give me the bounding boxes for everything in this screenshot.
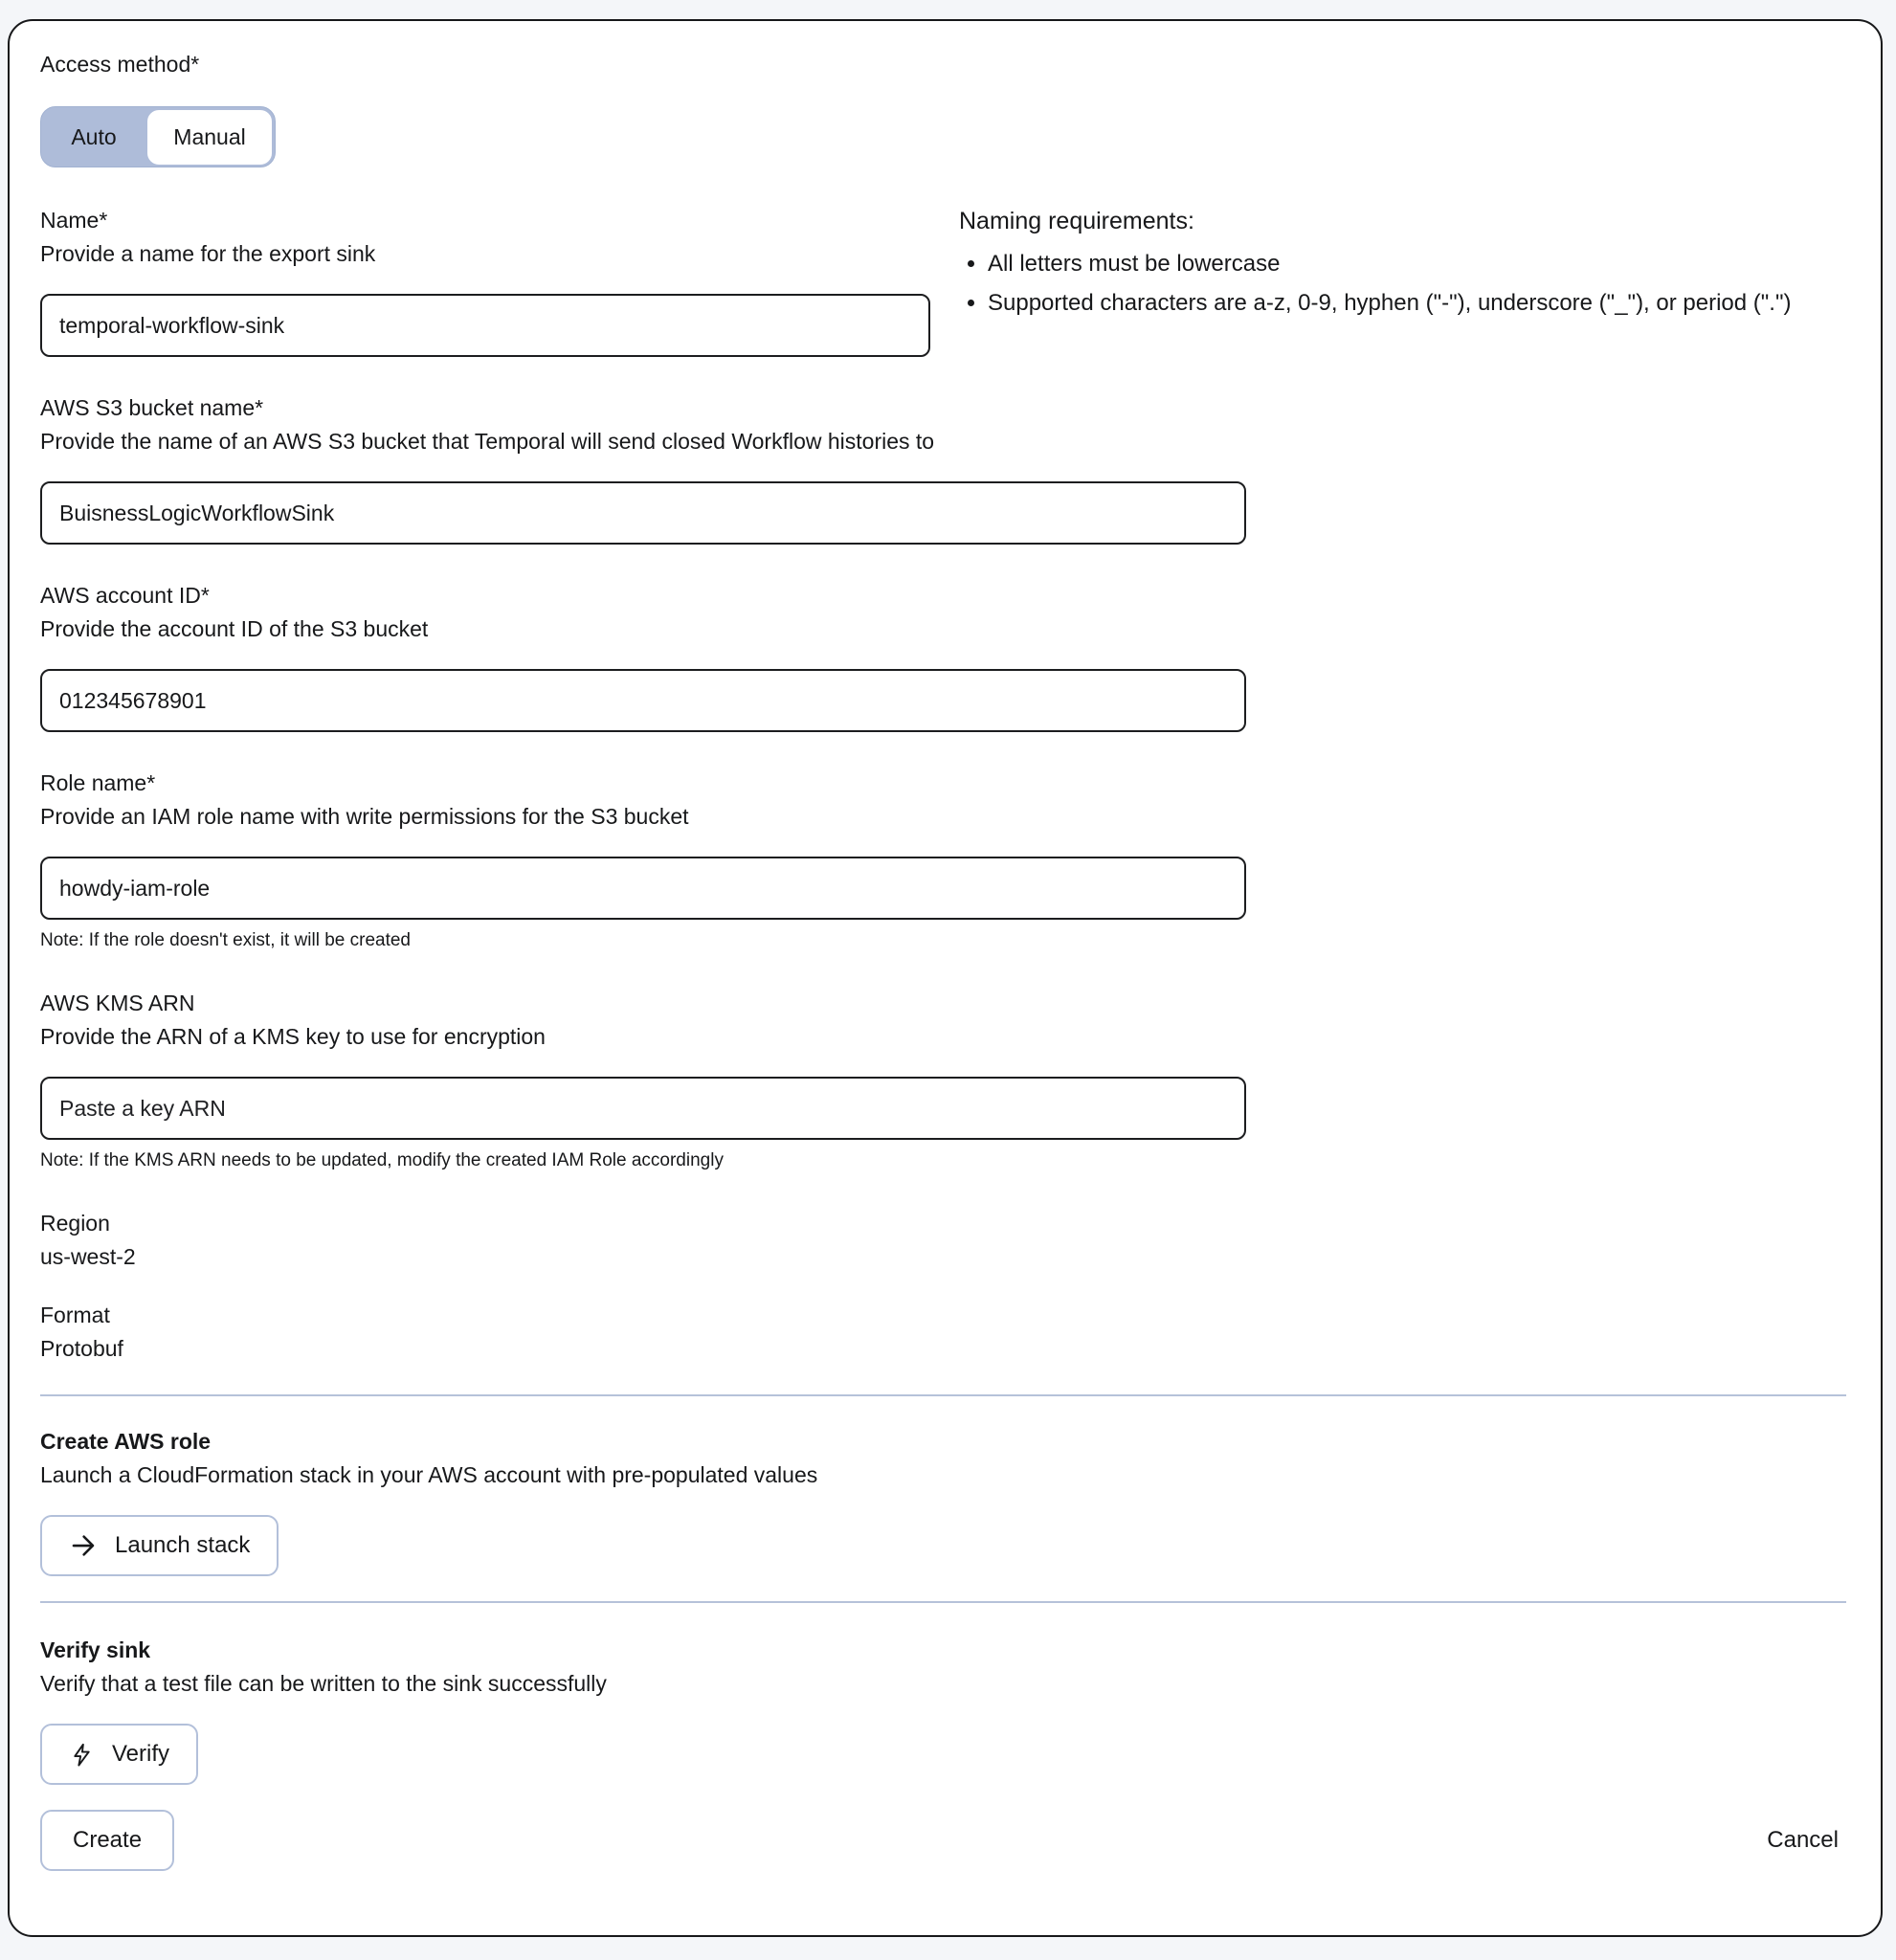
name-label: Name* <box>40 208 108 233</box>
section-divider <box>40 1601 1846 1603</box>
name-description: Provide a name for the export sink <box>40 241 376 266</box>
account-label: AWS account ID* <box>40 583 210 608</box>
arrow-right-icon <box>69 1531 98 1560</box>
naming-requirements <box>959 206 1846 357</box>
create-aws-role-description: Launch a CloudFormation stack in your AWS account with pre-populated values <box>40 1462 818 1487</box>
create-aws-role-title: Create AWS role <box>40 1429 212 1454</box>
account-input[interactable] <box>40 669 1246 732</box>
bucket-input[interactable] <box>40 481 1246 545</box>
create-button[interactable] <box>40 1810 174 1871</box>
bucket-description: Provide the name of an AWS S3 bucket that Temporal will send closed Workflow histories to <box>40 429 935 454</box>
account-field-group <box>40 581 1846 732</box>
section-divider <box>40 1394 1846 1396</box>
lightning-bolt-icon <box>69 1742 95 1768</box>
format-label: Format <box>40 1303 110 1327</box>
access-method-option-manual[interactable] <box>146 109 273 166</box>
manual-option-label: Manual <box>173 123 246 149</box>
region-display <box>40 1209 1846 1272</box>
auto-option-label: Auto <box>71 123 117 149</box>
create-button-label: Create <box>73 1827 143 1853</box>
verify-button-label: Verify <box>112 1741 170 1767</box>
form-footer <box>40 1810 1846 1871</box>
launch-stack-button[interactable] <box>40 1515 279 1576</box>
verify-sink-section <box>40 1636 1846 1785</box>
role-field-group <box>40 768 1846 952</box>
naming-requirement-item: • Supported characters are a-z, 0-9, hyphen ("-"), underscore ("_"), or period (".") <box>988 287 1846 319</box>
bucket-label: AWS S3 bucket name* <box>40 395 264 420</box>
create-aws-role-section <box>40 1427 1846 1576</box>
verify-button[interactable] <box>40 1724 198 1785</box>
verify-sink-title: Verify sink <box>40 1637 151 1662</box>
export-sink-form-card <box>8 19 1883 1937</box>
role-label: Role name* <box>40 770 156 795</box>
kms-field-group <box>40 989 1846 1172</box>
naming-requirements-list <box>959 248 1846 319</box>
bucket-field-group <box>40 393 1846 545</box>
kms-description: Provide the ARN of a KMS key to use for encryption <box>40 1024 546 1049</box>
launch-stack-button-label: Launch stack <box>115 1532 251 1558</box>
cancel-button[interactable]: Cancel <box>1767 1827 1839 1853</box>
format-value: Protobuf <box>40 1336 123 1361</box>
access-method-toggle[interactable] <box>40 106 276 167</box>
kms-input[interactable] <box>40 1077 1246 1140</box>
role-description: Provide an IAM role name with write permissions for the S3 bucket <box>40 804 689 829</box>
region-value: us-west-2 <box>40 1244 136 1269</box>
role-note: Note: If the role doesn't exist, it will be created <box>40 930 411 950</box>
account-description: Provide the account ID of the S3 bucket <box>40 616 429 641</box>
name-input[interactable] <box>40 294 930 357</box>
name-field-group <box>40 206 930 357</box>
access-method-label: Access method* <box>40 52 200 77</box>
verify-sink-description: Verify that a test file can be written to the sink successfully <box>40 1671 607 1696</box>
kms-note: Note: If the KMS ARN needs to be updated, modify the created IAM Role accordingly <box>40 1150 724 1170</box>
region-label: Region <box>40 1211 110 1236</box>
format-display <box>40 1301 1846 1364</box>
access-method-option-auto[interactable] <box>41 107 146 167</box>
role-input[interactable] <box>40 857 1246 920</box>
kms-label: AWS KMS ARN <box>40 991 195 1015</box>
naming-requirement-item: • All letters must be lowercase <box>988 248 1846 279</box>
naming-requirements-title: Naming requirements: <box>959 208 1194 234</box>
